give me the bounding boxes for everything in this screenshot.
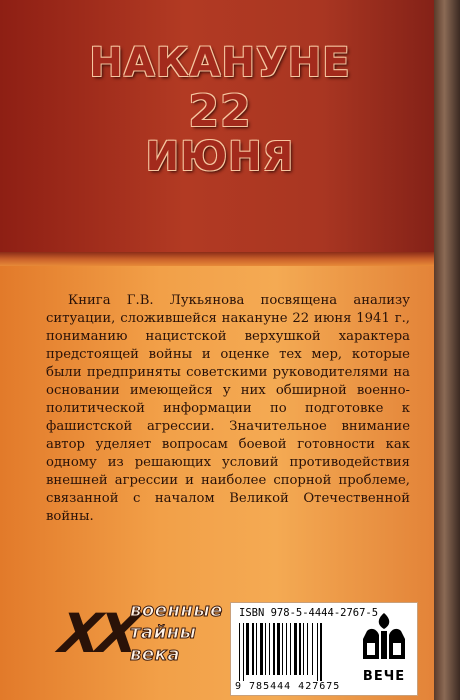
title-line-3: ИЮНЯ — [145, 134, 295, 180]
title-line-1: НАКАНУНЕ — [89, 40, 351, 86]
barcode-stripe — [239, 623, 240, 681]
barcode-stripe — [256, 623, 257, 675]
barcode-stripe — [303, 623, 304, 675]
series-word-3: века — [130, 644, 180, 665]
publisher-name: ВЕЧЕ — [362, 669, 406, 684]
publisher-emblem-icon — [357, 609, 411, 667]
barcode-stripe — [312, 623, 313, 675]
barcode-stripe — [273, 623, 275, 675]
barcode-stripe — [260, 623, 263, 675]
barcode-stripe — [282, 623, 283, 675]
barcode-stripe — [252, 623, 254, 675]
book-annotation: Книга Г.В. Лукьянова посвящена анализу ситуации, сложившейся накануне 22 июня 1941 г., пониманию нацистской верхушкой характера предстоящей войны и оценке тех мер, которые были предприняты советскими руководителями на основании имеющейся у них обширной военно-политической информации по подготовке к фашистской агрессии. Значительное внимание автор уделяет вопросам боевой готовности как одному из решающих условий противодействия внешней агрессии и наиболее спорной проблеме, связанной с началом Великой Отечественной войны. — [46, 293, 410, 524]
barcode-stripe — [243, 623, 244, 681]
barcode-stripe — [277, 623, 280, 675]
barcode-stripe — [320, 623, 322, 681]
barcode-stripe — [246, 623, 249, 675]
series-logo — [55, 598, 230, 688]
barcode-stripe — [269, 623, 270, 675]
title-line-2: 22 — [188, 86, 252, 137]
publisher-logo — [357, 609, 411, 691]
isbn-text: ISBN 978-5-4444-2767-5 — [239, 607, 379, 619]
barcode-stripe — [294, 623, 297, 675]
barcode-stripe — [286, 623, 287, 675]
barcode-icon — [239, 623, 349, 679]
series-mark: XX — [55, 602, 140, 665]
barcode-stripe — [317, 623, 318, 681]
barcode-stripe — [265, 623, 266, 675]
barcode-panel — [230, 602, 418, 696]
barcode-number: 9 785444 427675 — [235, 681, 341, 692]
series-word-2: тайны — [130, 622, 197, 643]
barcode-stripe — [299, 623, 301, 675]
panel-divider — [0, 252, 460, 266]
barcode-stripe — [290, 623, 291, 675]
series-word-1: военные — [130, 600, 223, 621]
barcode-stripe — [307, 623, 308, 675]
